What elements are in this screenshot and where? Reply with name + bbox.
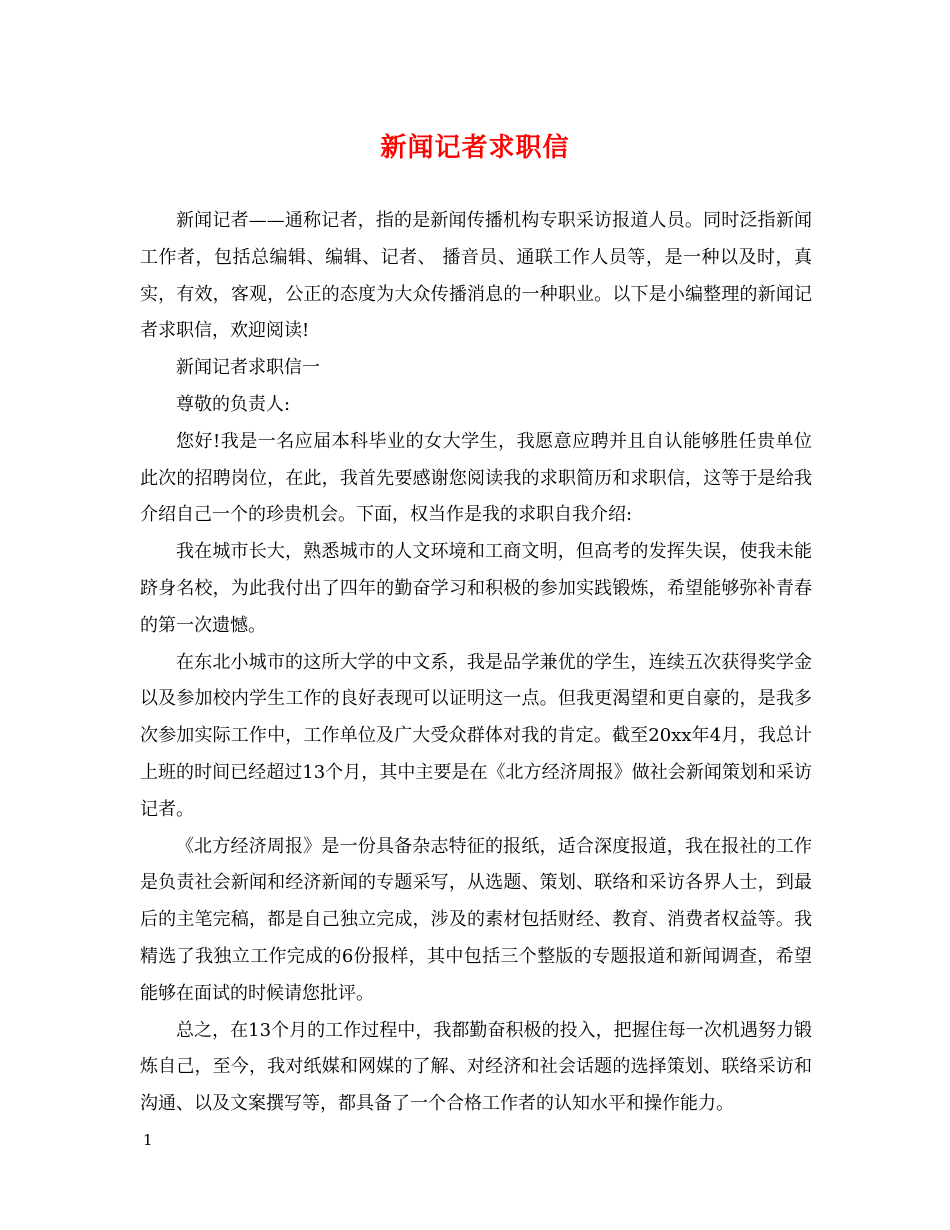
body-paragraph: 我在城市长大，熟悉城市的人文环境和工商文明，但高考的发挥失误，使我未能跻身名校，为此我付出了四年的勤奋学习和积极的参加实践锻炼，希望能够弥补青春的第一次遗憾。 <box>140 541 812 636</box>
salutation: 尊敬的负责人: <box>176 393 291 415</box>
document-body <box>140 203 812 1123</box>
letter-heading: 新闻记者求职信一 <box>176 357 320 379</box>
body-paragraph: 在东北小城市的这所大学的中文系，我是品学兼优的学生，连续五次获得奖学金以及参加校内学生工作的良好表现可以证明这一点。但我更渴望和更自豪的，是我多次参加实际工作中，工作单位及广大受众群体对我的肯定。截至20xx年4月，我总计上班的时间已经超过13个月，其中主要是在《北方经济周报》做社会新闻策划和采访记者。 <box>140 651 812 820</box>
body-paragraph: 您好!我是一名应届本科毕业的女大学生，我愿意应聘并且自认能够胜任贵单位此次的招聘岗位，在此，我首先要感谢您阅读我的求职简历和求职信，这等于是给我介绍自己一个的珍贵机会。下面，权当作是我的求职自我介绍: <box>140 430 812 526</box>
page-number: 1 <box>143 1131 153 1149</box>
body-paragraph: 总之，在13个月的工作过程中，我都勤奋积极的投入，把握住每一次机遇努力锻炼自己，至今，我对纸媒和网媒的了解、对经济和社会话题的选择策划、联络采访和沟通、以及文案撰写等，都具备了一个合格工作者的认知水平和操作能力。 <box>140 1019 812 1115</box>
body-paragraph: 《北方经济周报》是一份具备杂志特征的报纸，适合深度报道，我在报社的工作是负责社会新闻和经济新闻的专题采写，从选题、策划、联络和采访各界人士，到最后的主笔完稿，都是自己独立完成，涉及的素材包括财经、教育、消费者权益等。我精选了我独立工作完成的6份报样，其中包括三个整版的专题报道和新闻调查，希望能够在面试的时候请您批评。 <box>140 835 812 1004</box>
document-title: 新闻记者求职信 <box>380 133 570 163</box>
intro-paragraph: 新闻记者——通称记者，指的是新闻传播机构专职采访报道人员。同时泛指新闻工作者，包括总编辑、编辑、记者、 播音员、通联工作人员等，是一种以及时，真实，有效，客观，公正的态度为大众传播消息的一种职业。以下是小编整理的新闻记者求职信，欢迎阅读! <box>140 210 812 342</box>
